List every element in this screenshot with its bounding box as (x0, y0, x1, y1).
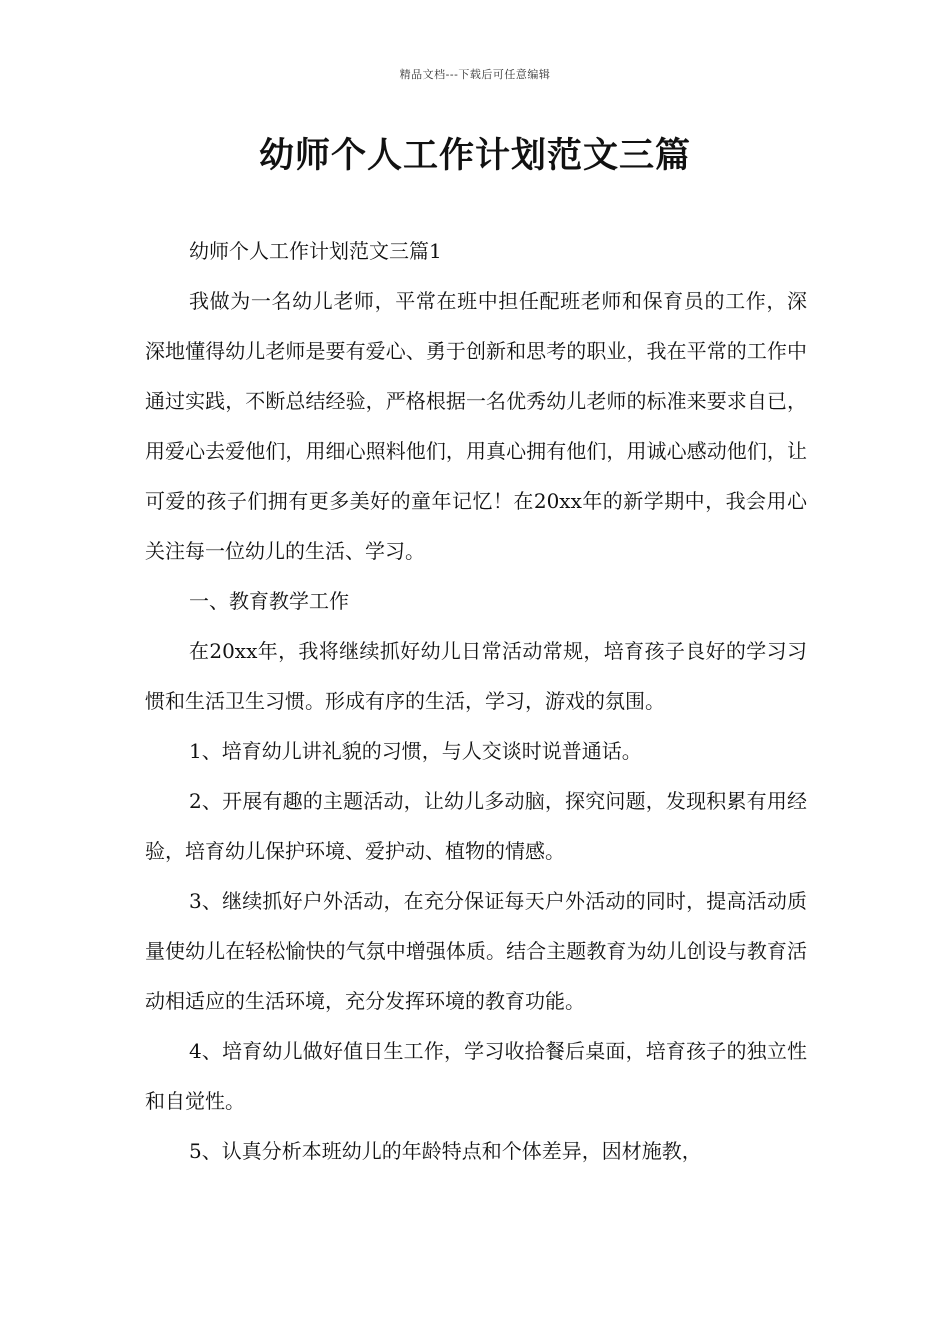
document-body (145, 226, 807, 1176)
section-heading: 幼师个人工作计划范文三篇1 (189, 239, 442, 263)
section-heading: 一、教育教学工作 (189, 589, 349, 613)
list-item: 4、培育幼儿做好值日生工作，学习收拾餐后桌面，培育孩子的独立性和自觉性。 (145, 1039, 807, 1113)
body-paragraph: 在20xx年，我将继续抓好幼儿日常活动常规，培育孩子良好的学习习惯和生活卫生习惯。形成有序的生活，学习，游戏的氛围。 (145, 639, 807, 713)
list-item: 2、开展有趣的主题活动，让幼儿多动脑，探究问题，发现积累有用经验，培育幼儿保护环境、爱护动、植物的情感。 (145, 789, 807, 863)
list-item: 1、培育幼儿讲礼貌的习惯，与人交谈时说普通话。 (189, 739, 642, 763)
list-item: 3、继续抓好户外活动，在充分保证每天户外活动的同时，提高活动质量使幼儿在轻松愉快的气氛中增强体质。结合主题教育为幼儿创设与教育活动相适应的生活环境，充分发挥环境的教育功能。 (145, 889, 807, 1013)
list-item: 5、认真分析本班幼儿的年龄特点和个体差异，因材施教， (189, 1139, 702, 1163)
body-paragraph: 我做为一名幼儿老师，平常在班中担任配班老师和保育员的工作，深深地懂得幼儿老师是要有爱心、勇于创新和思考的职业，我在平常的工作中通过实践，不断总结经验，严格根据一名优秀幼儿老师的标准来要求自已，用爱心去爱他们，用细心照料他们，用真心拥有他们，用诚心感动他们，让可爱的孩子们拥有更多美好的童年记忆！在20xx年的新学期中，我会用心关注每一位幼儿的生活、学习。 (145, 289, 807, 563)
document-title: 幼师个人工作计划范文三篇 (258, 135, 691, 176)
header-note: 精品文档---下载后可任意编辑 (399, 68, 551, 81)
